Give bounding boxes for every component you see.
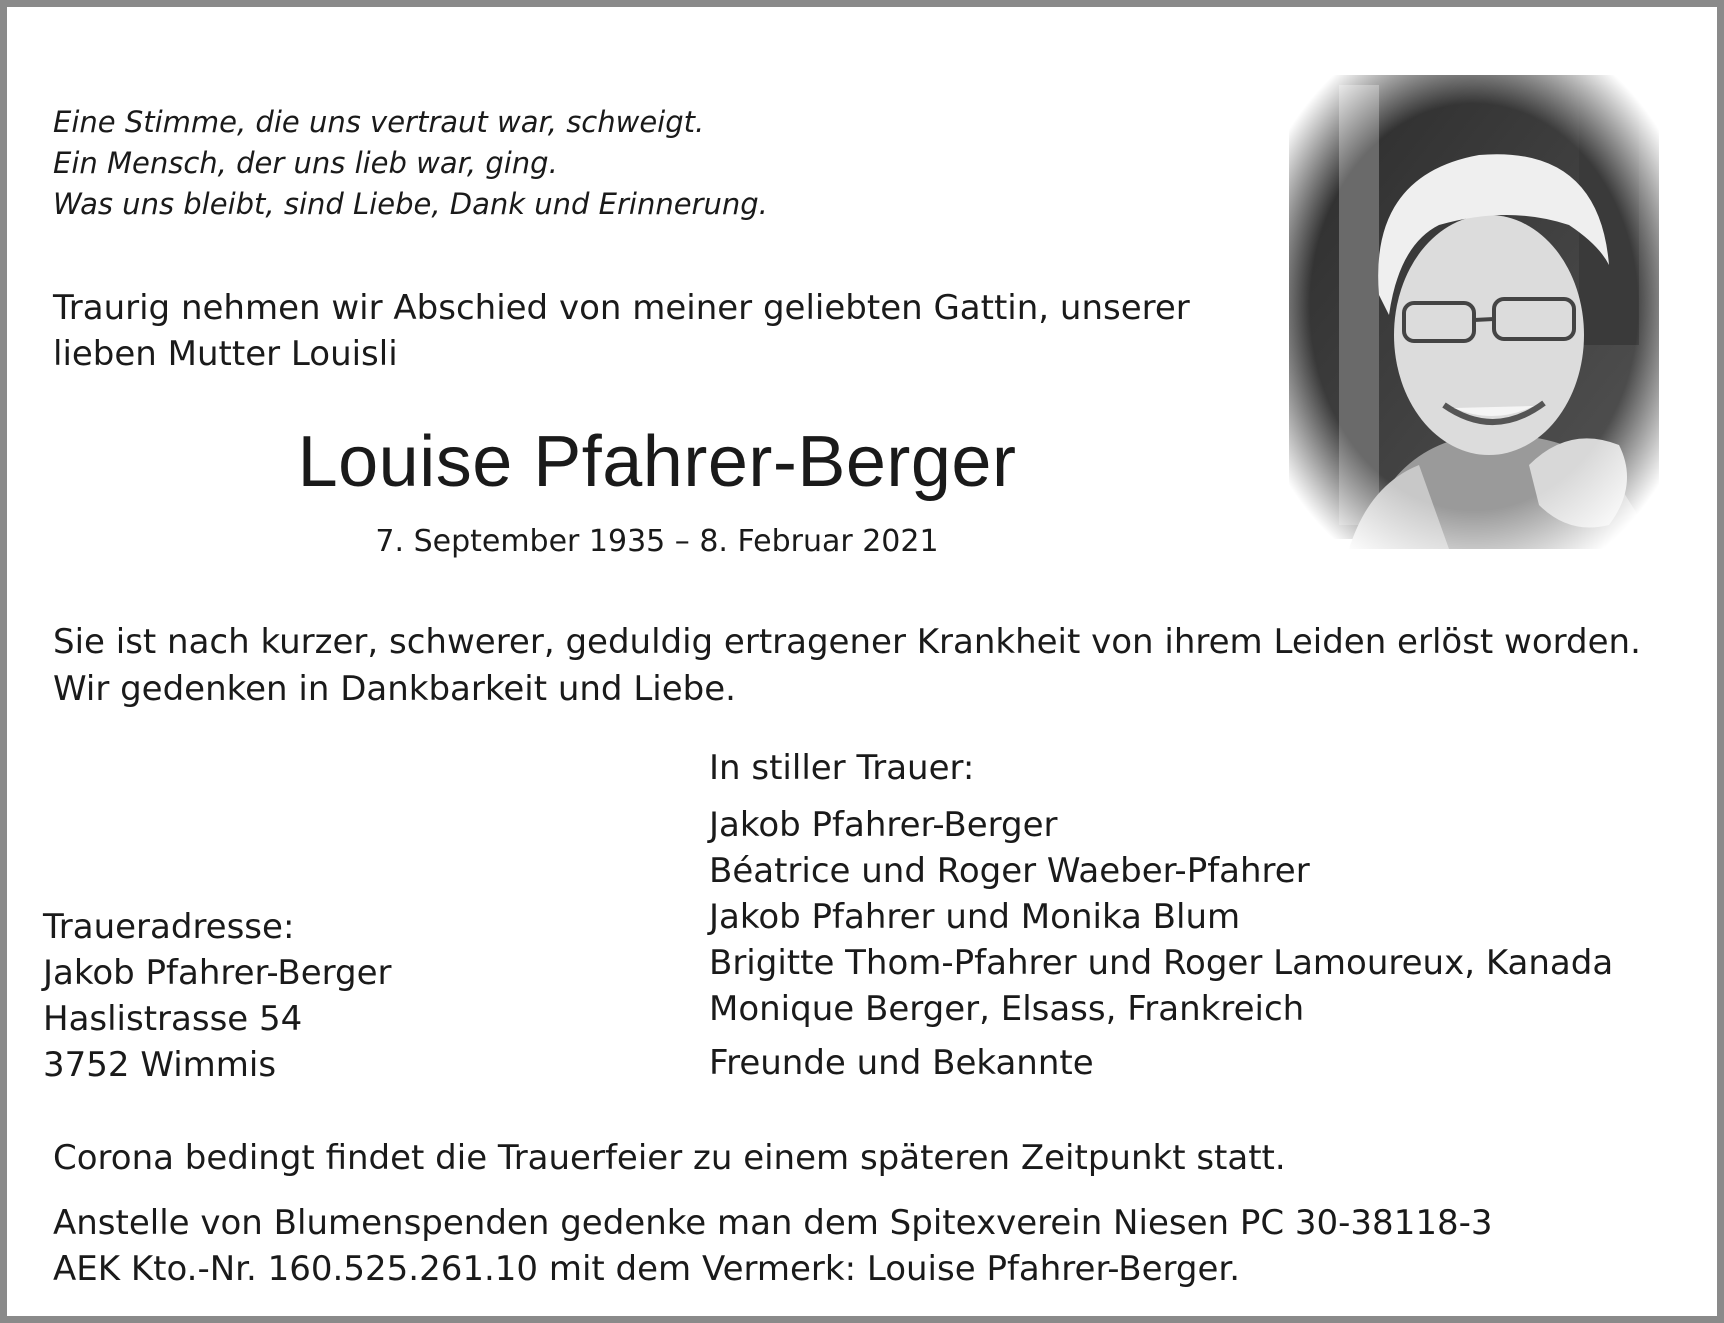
address-street: Haslistrasse 54 [43, 999, 303, 1039]
mourner-name: Jakob Pfahrer-Berger [709, 805, 1058, 845]
donation-line: Anstelle von Blumenspenden gedenke man dem Spitexverein Niesen PC 30-38118-3 [53, 1203, 1493, 1243]
mourner-name: Béatrice und Roger Waeber-Pfahrer [709, 851, 1310, 891]
address-name: Jakob Pfahrer-Berger [43, 953, 392, 993]
poem [53, 102, 768, 225]
mourners-friends: Freunde und Bekannte [709, 1043, 1094, 1083]
mourner-name: Jakob Pfahrer und Monika Blum [709, 897, 1241, 937]
address-label: Traueradresse: [43, 907, 295, 947]
mourning-address [43, 904, 392, 1088]
message-line: Sie ist nach kurzer, schwerer, geduldig ertragener Krankheit von ihrem Leiden erlöst worden. [53, 622, 1641, 662]
portrait-photo [1279, 65, 1669, 549]
mourners-list [709, 802, 1613, 1032]
message-text [53, 619, 1641, 713]
poem-line: Eine Stimme, die uns vertraut war, schweigt. [53, 105, 705, 139]
donation-notice [53, 1200, 1493, 1292]
deceased-name: Louise Pfahrer-Berger [297, 422, 1017, 502]
portrait-image [1279, 65, 1669, 549]
intro-text [53, 285, 1190, 377]
mourner-name: Brigitte Thom-Pfahrer und Roger Lamoureux, Kanada [709, 943, 1614, 983]
intro-line: lieben Mutter Louisli [53, 334, 398, 374]
message-line: Wir gedenken in Dankbarkeit und Liebe. [53, 669, 736, 709]
address-city: 3752 Wimmis [43, 1045, 277, 1085]
life-dates: 7. September 1935 – 8. Februar 2021 [375, 524, 939, 559]
intro-line: Traurig nehmen wir Abschied von meiner geliebten Gattin, unserer [53, 288, 1190, 328]
poem-line: Was uns bleibt, sind Liebe, Dank und Erinnerung. [53, 187, 768, 221]
poem-line: Ein Mensch, der uns lieb war, ging. [53, 146, 558, 180]
corona-notice: Corona bedingt findet die Trauerfeier zu einem späteren Zeitpunkt statt. [53, 1138, 1286, 1178]
donation-line: AEK Kto.-Nr. 160.525.261.10 mit dem Vermerk: Louise Pfahrer-Berger. [53, 1249, 1241, 1289]
mourners-heading: In stiller Trauer: [709, 748, 975, 788]
mourner-name: Monique Berger, Elsass, Frankreich [709, 989, 1305, 1029]
